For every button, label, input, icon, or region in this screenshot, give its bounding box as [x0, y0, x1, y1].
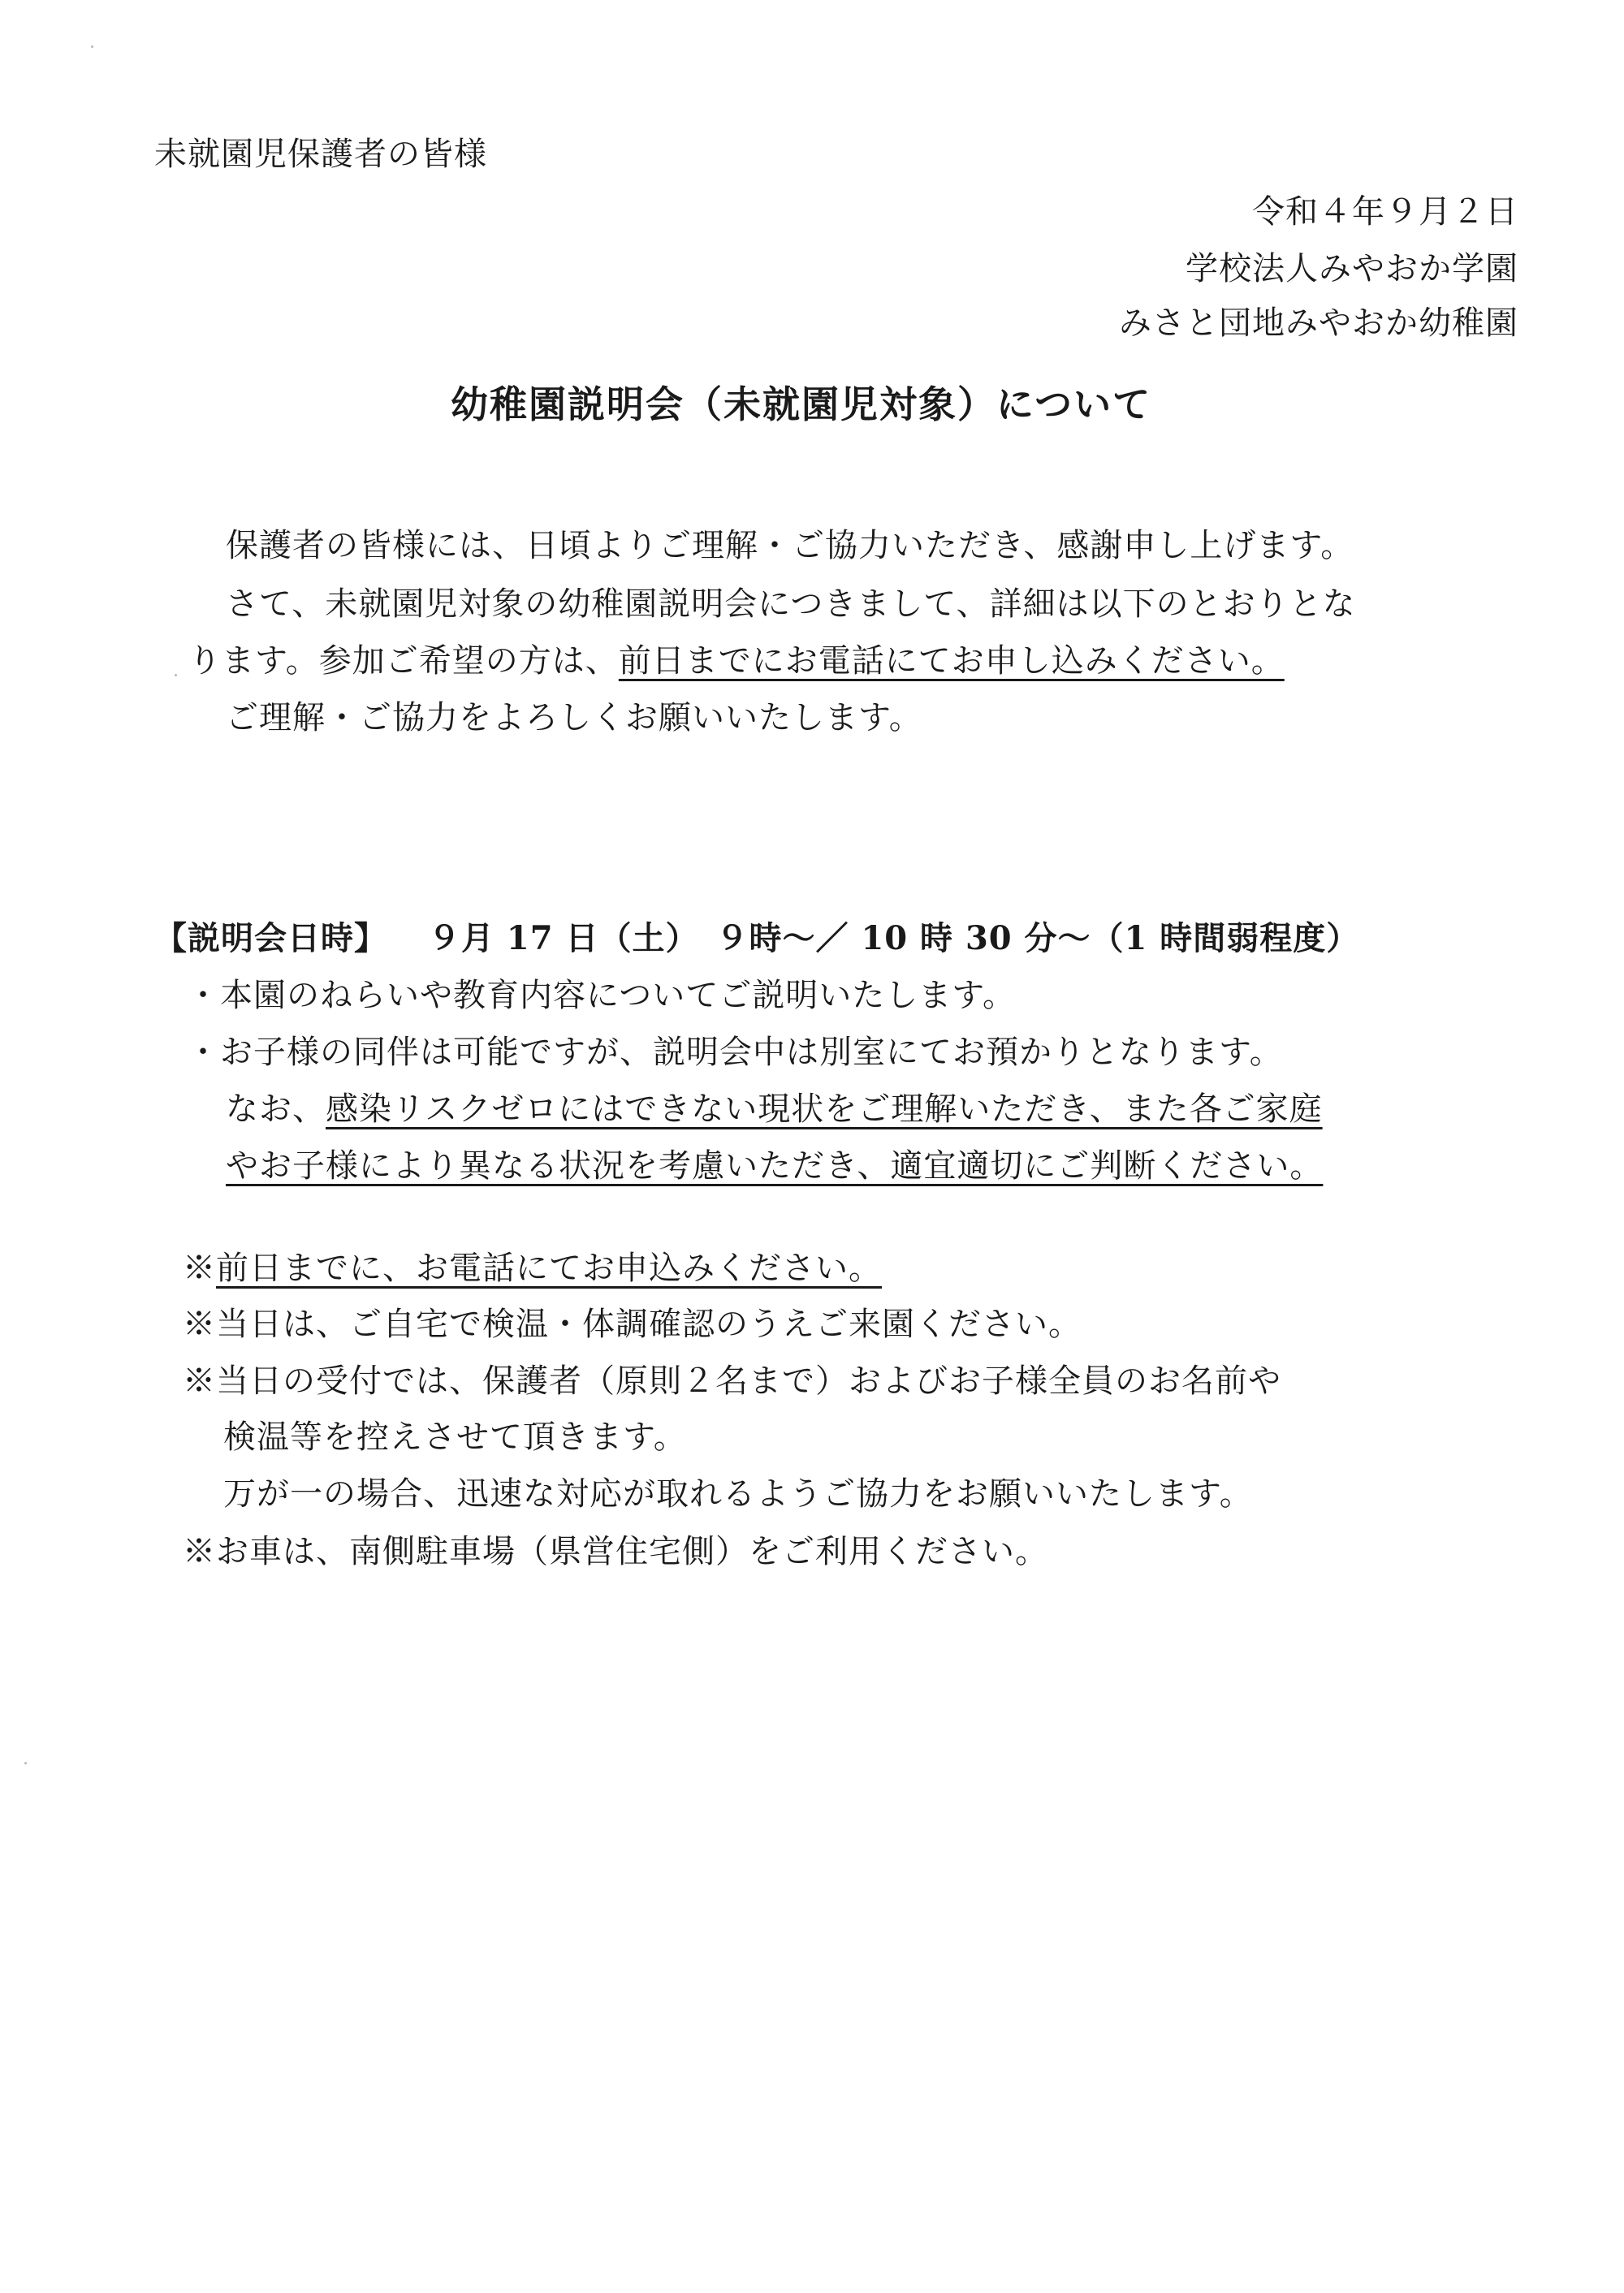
- note-3-line-3: 万が一の場合、迅速な対応が取れるようご協力をお願いいたします。: [223, 1475, 1253, 1513]
- detail-note-prefix: なお、: [226, 1090, 326, 1128]
- detail-note-underlined-1: 感染リスクゼロにはできない現状をご理解いただき、また各ご家庭: [326, 1090, 1323, 1128]
- scan-speck: [175, 674, 177, 676]
- sender-school: みさと団地みやおか幼稚園: [1119, 304, 1518, 342]
- note-1: [183, 1246, 882, 1291]
- issue-date: 令和４年９月２日: [1252, 193, 1518, 231]
- scan-speck: [91, 45, 93, 48]
- intro-line-3: [188, 638, 1285, 684]
- note-3-line-2: 検温等を控えさせて頂きます。: [223, 1419, 687, 1456]
- note-4: ※お車は、南側駐車場（県営住宅側）をご利用ください。: [183, 1533, 1048, 1570]
- detail-note-line-2: [226, 1143, 1323, 1189]
- document-title: 幼稚園説明会（未就園児対象）について: [451, 382, 1152, 426]
- detail-note-underlined-2: やお子様により異なる状況を考慮いただき、適宜適切にご判断ください。: [226, 1147, 1324, 1185]
- detail-bullet-1: ・本園のねらいや教育内容についてご説明いたします。: [187, 977, 1016, 1014]
- schedule-line: [154, 916, 1359, 961]
- intro-deadline-underlined: 前日までにお電話にてお申し込みください。: [618, 642, 1285, 680]
- note-1-mark: ※: [183, 1250, 216, 1287]
- intro-line-2: さて、未就園児対象の幼稚園説明会につきまして、詳細は以下のとおりとな: [226, 585, 1356, 623]
- detail-note-line-1: [226, 1086, 1323, 1132]
- sender-organization: 学校法人みやおか学園: [1186, 250, 1518, 287]
- intro-line-1: 保護者の皆様には、日頃よりご理解・ご協力いただき、感謝申し上げます。: [226, 527, 1354, 564]
- intro-line-3-text: ります。参加ご希望の方は、: [188, 642, 619, 680]
- scan-speck: [24, 1762, 27, 1764]
- schedule-datetime: ９月 17 日（土） ９時～／ 10 時 30 分～（1 時間弱程度）: [428, 919, 1360, 957]
- note-1-underlined: 前日までに、お電話にてお申込みください。: [216, 1250, 882, 1287]
- detail-bullet-2: ・お子様の同伴は可能ですが、説明会中は別室にてお預かりとなります。: [187, 1034, 1283, 1071]
- addressee: 未就園児保護者の皆様: [154, 136, 487, 173]
- note-2: ※当日は、ご自宅で検温・体調確認のうえご来園ください。: [183, 1306, 1082, 1343]
- schedule-label: 【説明会日時】: [154, 919, 387, 957]
- note-3-line-1: ※当日の受付では、保護者（原則２名まで）およびお子様全員のお名前や: [183, 1362, 1281, 1400]
- intro-line-4: ご理解・ご協力をよろしくお願いいたします。: [226, 699, 922, 736]
